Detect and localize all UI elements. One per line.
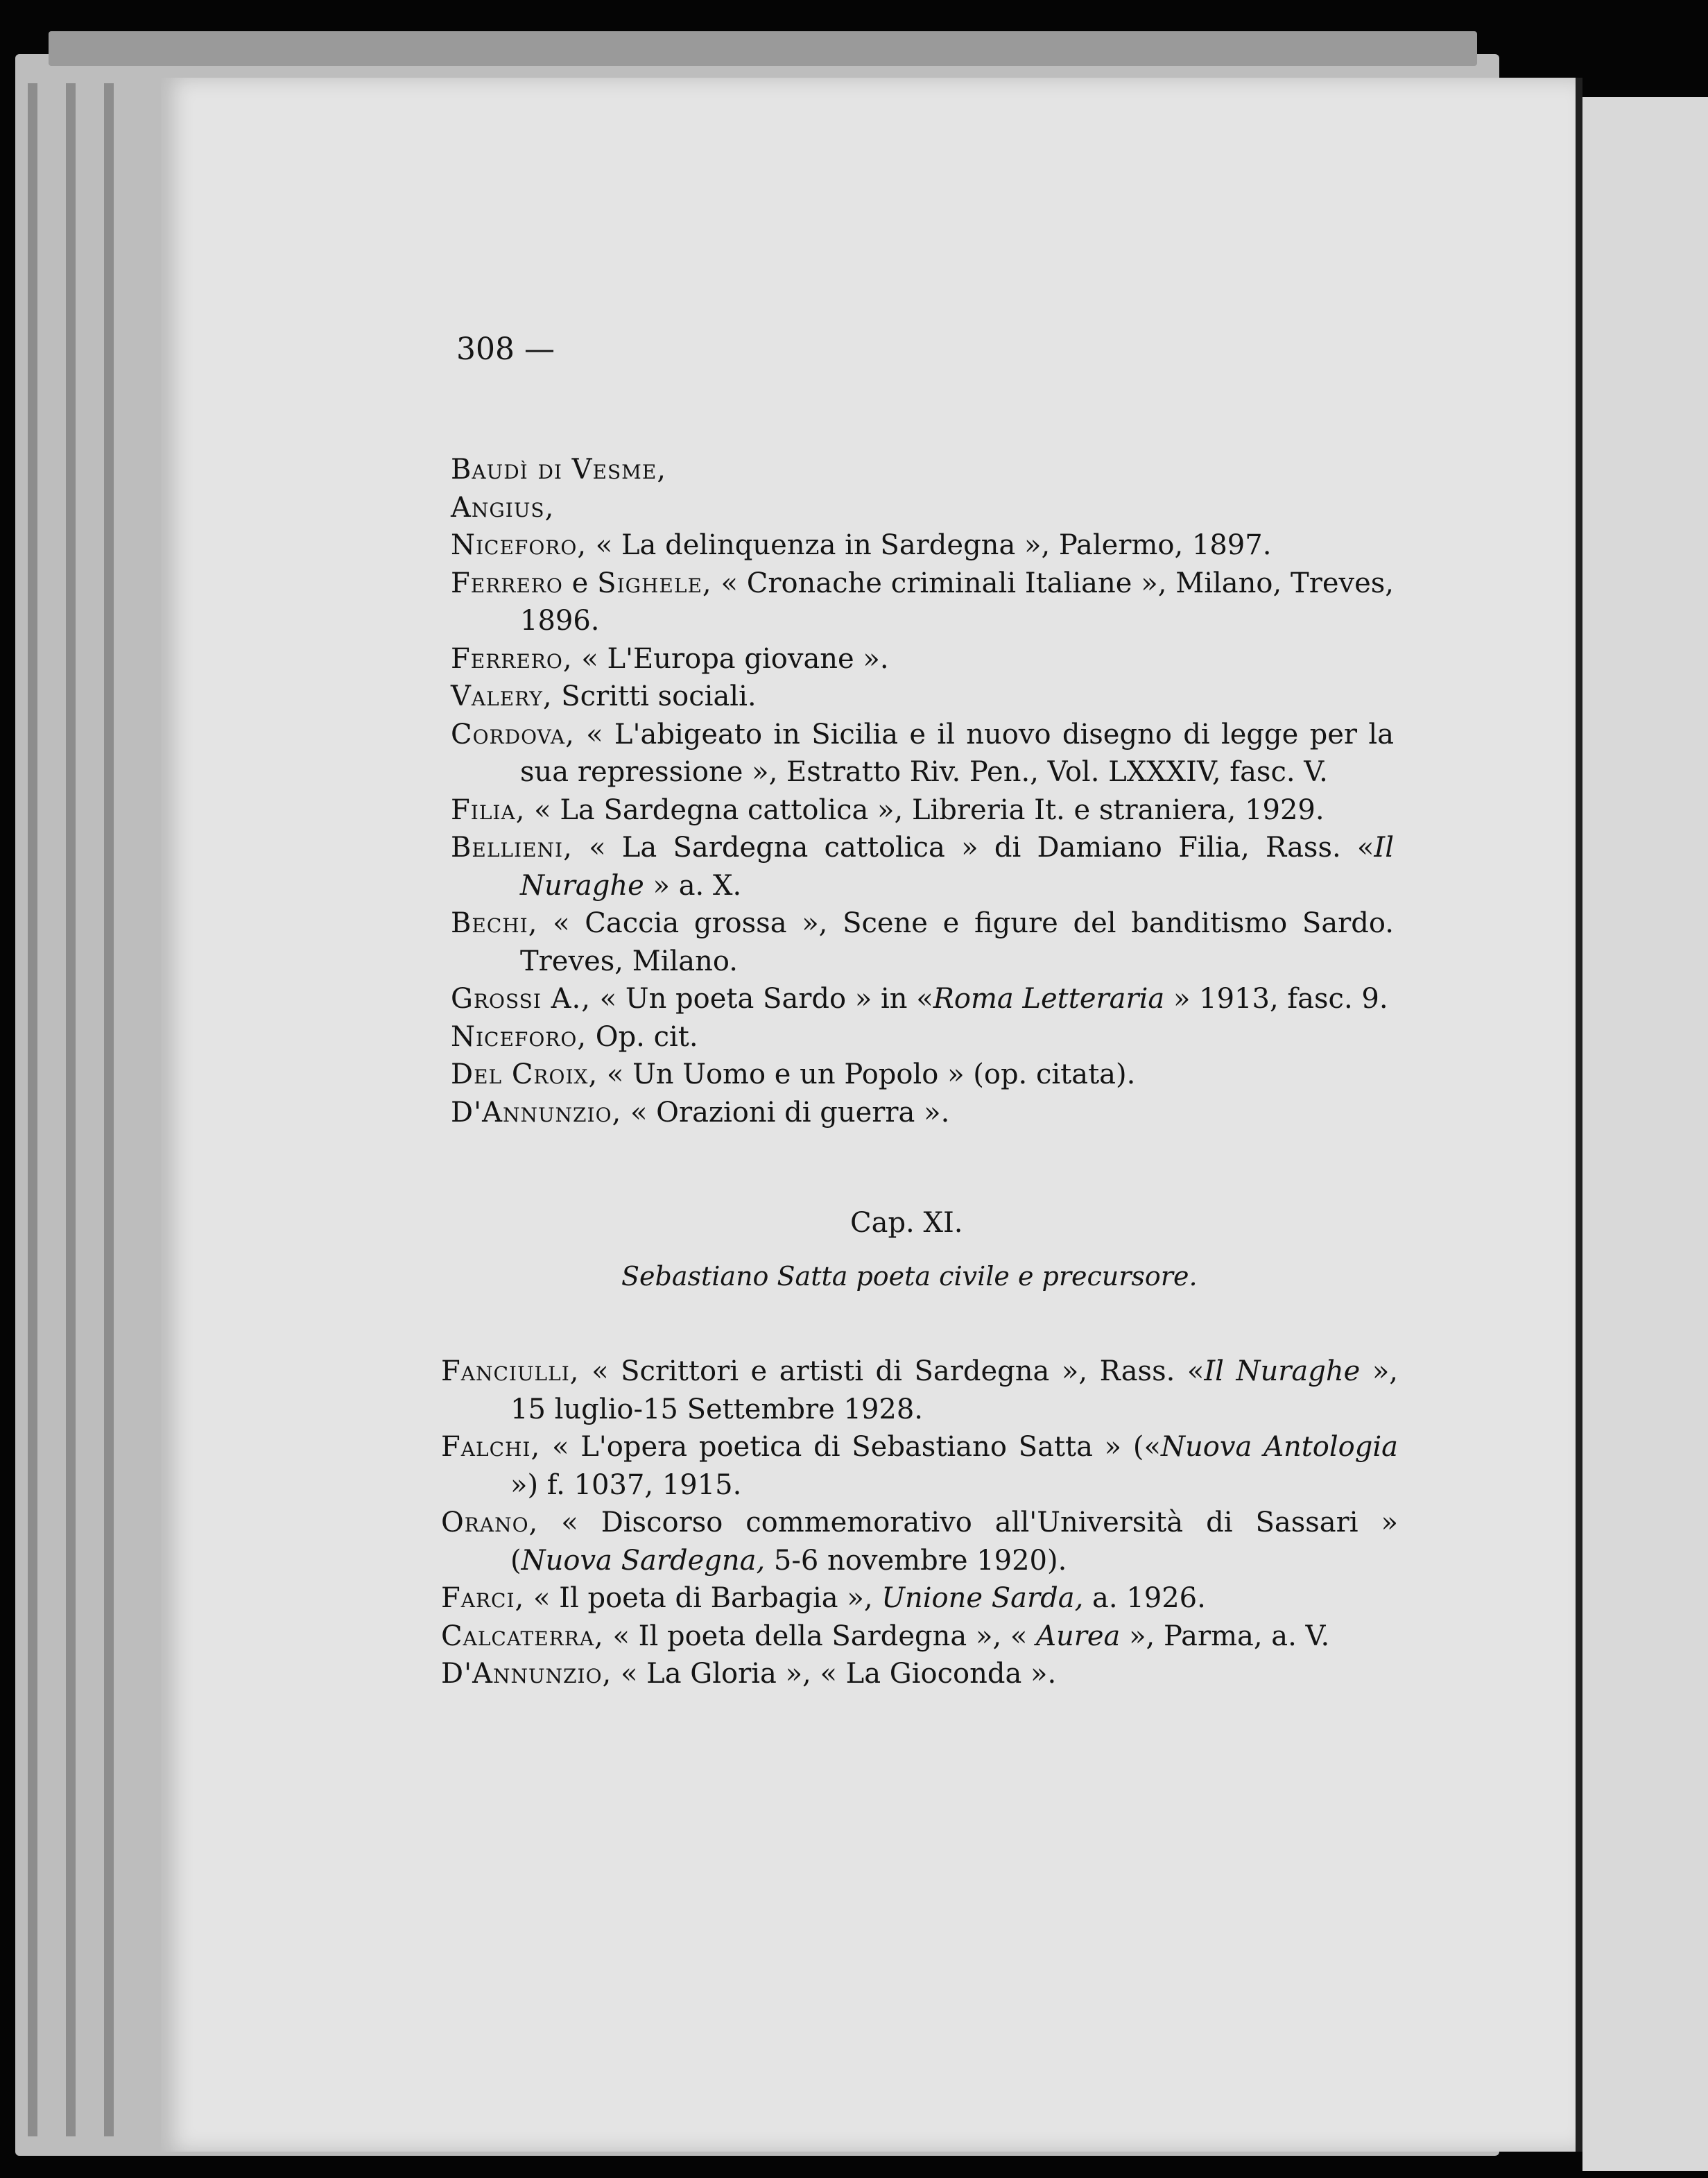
entry-text: Op. cit. [595,1020,698,1053]
chapter-title: Sebastiano Satta poeta civile e precursore. [621,1261,1198,1292]
italic-title: Nuova Antologia [1161,1431,1399,1463]
author-name: Ferrero [451,567,563,599]
bibliography-entry [451,526,1394,565]
author-name: Valery, [451,680,553,712]
bibliography-entry [451,678,1394,716]
entry-text: », 15 luglio-15 Settembre 1928. [510,1355,1399,1425]
author-name: Ferrero, [451,642,573,675]
bibliography-entry [441,1655,1398,1693]
entry-text: « Il poeta della Sardegna », « [612,1620,1028,1652]
entry-text: « Orazioni di guerra ». [630,1096,950,1129]
bibliography-entry [451,489,1394,527]
author-name: Farci, [441,1582,525,1614]
author-name: Angius, [451,491,555,524]
facing-page-edge [1582,97,1708,2171]
chapter-number: Cap. XI. [850,1207,963,1239]
bibliography-entry [441,1579,1398,1618]
entry-text: « La Sardegna cattolica » di Damiano Filia, Rass. « [589,832,1374,864]
italic-title: Aurea [1036,1620,1121,1652]
author-name: Niceforo, [451,529,587,561]
author-name: Niceforo, [451,1020,587,1053]
entry-text: « La delinquenza in Sardegna », Palermo, 1897. [595,529,1272,561]
entry-text: « L'abigeato in Sicilia e il nuovo disegno di legge per la sua repressione », Estratto Riv. Pen., Vol. LXXXIV, fasc. V. [520,718,1394,788]
author-name: Cordova, [451,718,575,751]
bibliography-entry [441,1428,1398,1504]
bibliography-entry [451,1056,1394,1094]
entry-text: « Scrittori e artisti di Sardegna », Rass. « [592,1355,1205,1387]
author-name: D'Annunzio, [441,1658,612,1690]
bibliography-entry [451,1094,1394,1132]
italic-title: Il Nuraghe [1204,1355,1361,1387]
entry-text: « Un Uomo e un Popolo » (op. citata). [606,1058,1136,1090]
entry-text: « La Gloria », « La Gioconda ». [620,1658,1057,1690]
page-edge [28,83,37,2136]
page-edge [66,83,76,2136]
bibliography-entry [451,904,1394,980]
entry-text: a. 1926. [1092,1582,1206,1614]
book-gutter [1576,78,1582,2152]
entry-text: » 1913, fasc. 9. [1173,983,1388,1015]
author-name: Fanciulli, [441,1355,580,1387]
italic-title: Il Nuraghe [520,832,1394,902]
bibliography-entry [441,1618,1398,1656]
book-top-edge [49,31,1477,66]
entry-text: « Caccia grossa », Scene e figure del banditismo Sardo. Treves, Milano. [520,907,1394,977]
italic-title: Roma Letteraria [933,983,1165,1015]
entry-text: « Il poeta di Barbagia », [533,1582,873,1614]
entry-text: ») f. 1037, 1915. [510,1468,742,1501]
entry-text: « Un poeta Sardo » in « [599,983,933,1015]
bibliography-entry [451,980,1394,1018]
author-name: Del Croix, [451,1058,598,1090]
author-name: Orano, [441,1507,539,1538]
entry-text: » a. X. [653,869,742,902]
bibliography-entry [441,1504,1398,1579]
entry-text: « Discorso commemorativo all'Università di Sassari » ( [510,1507,1398,1577]
entry-text: », Parma, a. V. [1129,1620,1330,1652]
entry-text: e [571,567,589,599]
author-name: Falchi, [441,1431,541,1463]
entry-text: « Cronache criminali Italiane », Milano, Treves, 1896. [520,567,1395,637]
entry-text: « La Sardegna cattolica », Libreria It. e straniera, 1929. [534,794,1325,826]
entry-text: Scritti sociali. [561,680,757,712]
bibliography-entry [441,1353,1398,1428]
bibliography-list [451,451,1394,1131]
author-name: Grossi A., [451,983,591,1015]
author-name: Calcaterra, [441,1620,604,1652]
bibliography-entry [451,451,1394,489]
bibliography-entry [451,1018,1394,1056]
entry-text: « L'opera poetica di Sebastiano Satta » (« [551,1431,1162,1463]
bibliography-entry [451,565,1394,640]
author-name: Baudì di Vesme, [451,454,666,486]
page-edge [104,83,114,2136]
entry-text: 5-6 novembre 1920). [773,1544,1067,1577]
author-name: Bechi, [451,907,538,939]
author-name: Filia, [451,794,526,826]
bibliography-entry [451,640,1394,678]
author-name: Bellieni, [451,832,573,864]
bibliography-entry [451,829,1394,904]
entry-text: « L'Europa giovane ». [581,642,889,675]
author-name: Sighele, [597,567,712,599]
italic-title: Nuova Sardegna, [521,1544,766,1577]
italic-title: Unione Sarda, [881,1582,1084,1614]
bibliography-entry [451,716,1394,791]
bibliography-entry [451,791,1394,830]
page-number: 308 — [456,332,555,367]
author-name: D'Annunzio, [451,1096,622,1129]
bibliography-list [441,1353,1398,1693]
